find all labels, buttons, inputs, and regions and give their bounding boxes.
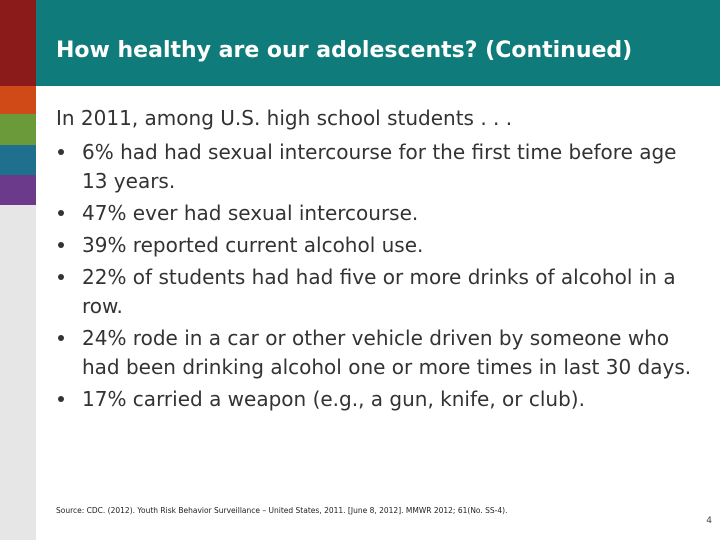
slide-content [56, 104, 696, 417]
color-block-purple [0, 175, 36, 205]
slide-header [36, 0, 720, 86]
bullet-icon [58, 274, 64, 280]
bullet-text: 47% ever had sexual intercourse. [82, 201, 419, 225]
page-number: 4 [706, 516, 712, 526]
color-block-green [0, 114, 36, 145]
color-block-red [0, 0, 36, 86]
bullet-item [56, 324, 696, 382]
color-block-orange [0, 86, 36, 114]
bullet-list [56, 138, 696, 414]
color-block-blue [0, 145, 36, 175]
bullet-item [56, 263, 696, 321]
bullet-icon [58, 396, 64, 402]
bullet-item [56, 231, 696, 260]
intro-text: In 2011, among U.S. high school students . . . [56, 106, 513, 130]
left-color-bar [0, 0, 36, 540]
bullet-item [56, 138, 696, 196]
bullet-icon [58, 149, 64, 155]
bullet-text: 22% of students had had five or more drinks of alcohol in a row. [82, 265, 676, 318]
color-block-gray [0, 205, 36, 540]
bullet-icon [58, 242, 64, 248]
bullet-text: 39% reported current alcohol use. [82, 233, 424, 257]
bullet-item [56, 199, 696, 228]
slide-title: How healthy are our adolescents? (Continued) [56, 38, 633, 63]
bullet-item [56, 385, 696, 414]
bullet-text: 17% carried a weapon (e.g., a gun, knife, or club). [82, 387, 585, 411]
source-citation: Source: CDC. (2012). Youth Risk Behavior Surveillance – United States, 2011. [June 8, 2012]. MMWR 2012; 61(No. SS-4). [56, 506, 508, 515]
bullet-text: 24% rode in a car or other vehicle driven by someone who had been drinking alcohol one or more times in last 30 days. [82, 326, 692, 379]
bullet-icon [58, 335, 64, 341]
bullet-text: 6% had had sexual intercourse for the first time before age 13 years. [82, 140, 677, 193]
bullet-icon [58, 210, 64, 216]
